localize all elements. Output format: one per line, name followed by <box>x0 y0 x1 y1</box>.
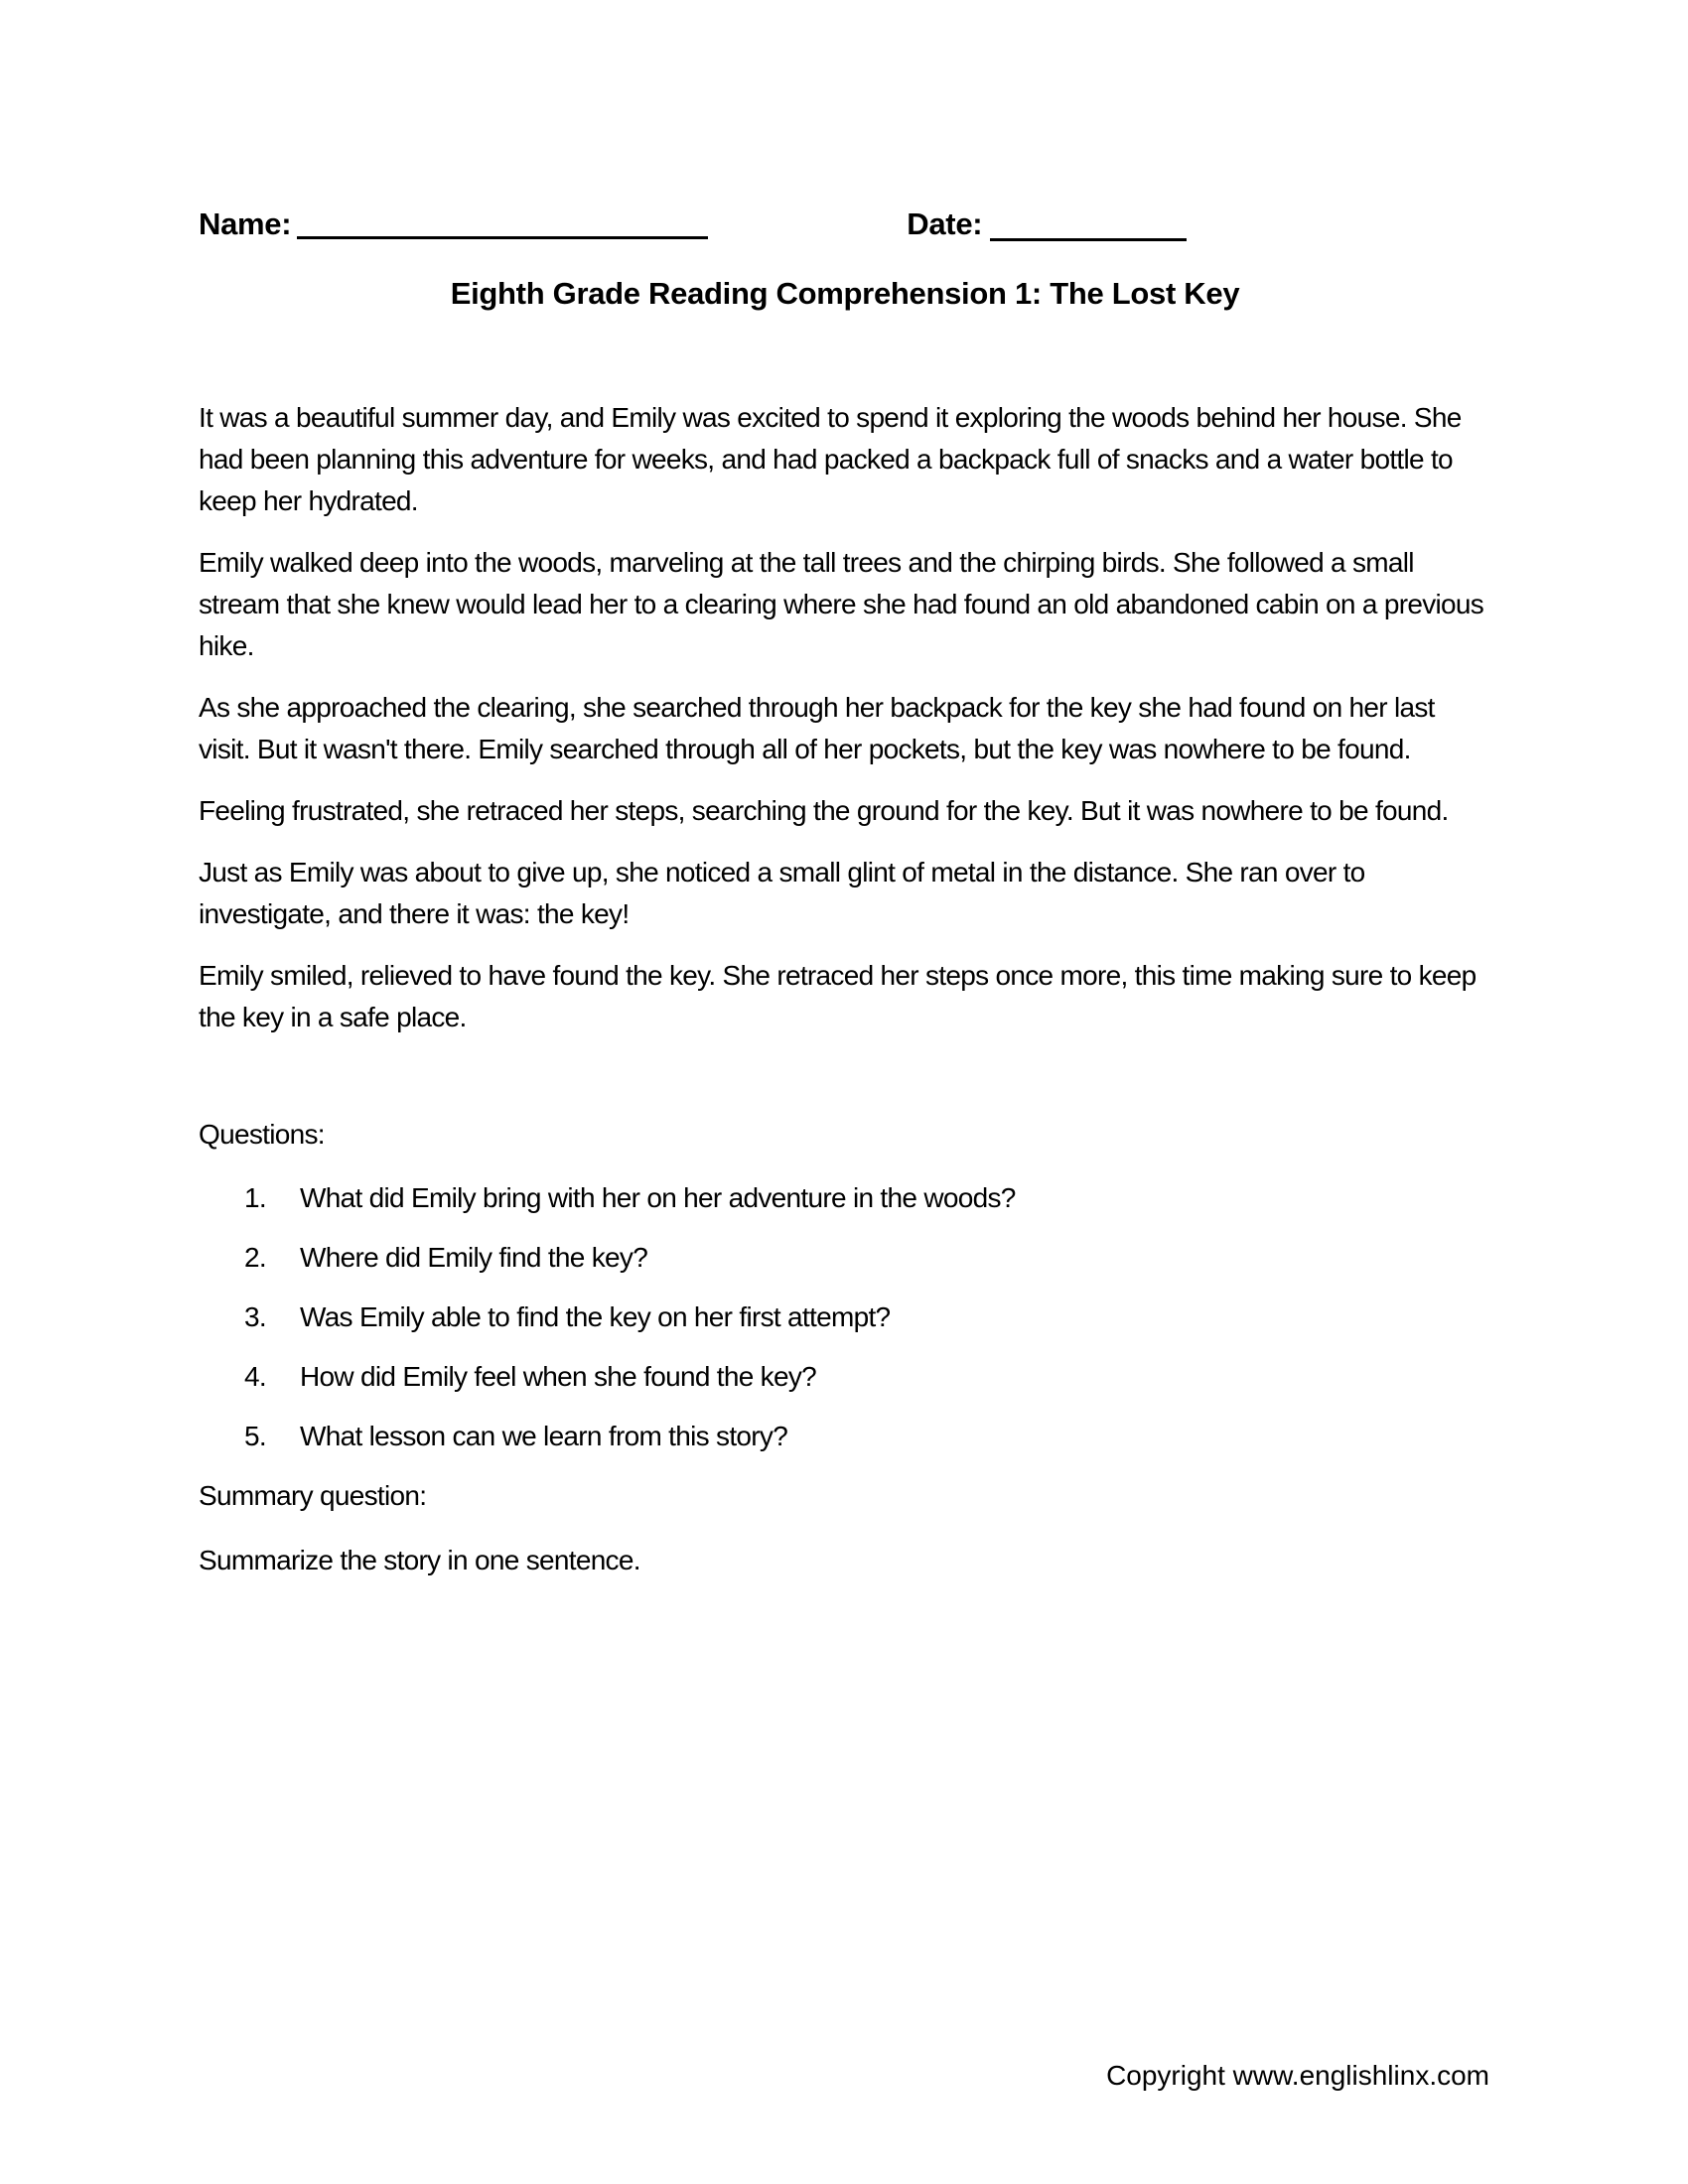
question-text: What did Emily bring with her on her adventure in the woods? <box>300 1182 1016 1213</box>
question-item <box>199 1237 1491 1279</box>
question-number: 1. <box>244 1182 266 1213</box>
story-passage <box>199 397 1491 1038</box>
question-number: 2. <box>244 1242 266 1273</box>
name-label: Name: <box>199 206 292 241</box>
story-paragraph: Emily smiled, relieved to have found the key. She retraced her steps once more, this time making sure to keep the key in a safe place. <box>199 960 1477 1032</box>
question-item <box>199 1416 1491 1457</box>
question-text: Was Emily able to find the key on her first attempt? <box>300 1301 891 1332</box>
date-blank-line <box>990 238 1187 241</box>
story-paragraph: As she approached the clearing, she searched through her backpack for the key she had found on her last visit. But it wasn't there. Emily searched through all of her pockets, but the key was nowhere to be found. <box>199 692 1435 764</box>
summary-prompt: Summarize the story in one sentence. <box>199 1545 640 1575</box>
name-date-row <box>199 205 1491 244</box>
question-number: 3. <box>244 1301 266 1332</box>
question-item <box>199 1177 1491 1219</box>
story-paragraph: Emily walked deep into the woods, marveling at the tall trees and the chirping birds. She followed a small stream that she knew would lead her to a clearing where she had found an old abandoned cabin on a previous hike. <box>199 547 1484 661</box>
story-paragraph: It was a beautiful summer day, and Emily was excited to spend it exploring the woods behind her house. She had been planning this adventure for weeks, and had packed a backpack full of snacks and a water bottle to keep her hydrated. <box>199 402 1462 516</box>
page-title: Eighth Grade Reading Comprehension 1: The Lost Key <box>450 276 1240 311</box>
question-text: What lesson can we learn from this story? <box>300 1421 788 1451</box>
date-label: Date: <box>907 206 983 241</box>
copyright-notice: Copyright www.englishlinx.com <box>1106 2060 1489 2091</box>
question-number: 5. <box>244 1421 266 1451</box>
story-paragraph: Feeling frustrated, she retraced her steps, searching the ground for the key. But it was nowhere to be found. <box>199 795 1449 826</box>
questions-heading: Questions: <box>199 1119 325 1150</box>
question-list <box>199 1177 1491 1457</box>
question-item <box>199 1356 1491 1398</box>
question-text: Where did Emily find the key? <box>300 1242 648 1273</box>
question-item <box>199 1297 1491 1338</box>
question-number: 4. <box>244 1361 266 1392</box>
story-paragraph: Just as Emily was about to give up, she noticed a small glint of metal in the distance. She ran over to investigate, and there it was: the key! <box>199 857 1365 929</box>
name-blank-line <box>297 236 708 239</box>
worksheet-content <box>199 205 1491 1581</box>
question-text: How did Emily feel when she found the key? <box>300 1361 817 1392</box>
summary-question-heading: Summary question: <box>199 1480 427 1511</box>
